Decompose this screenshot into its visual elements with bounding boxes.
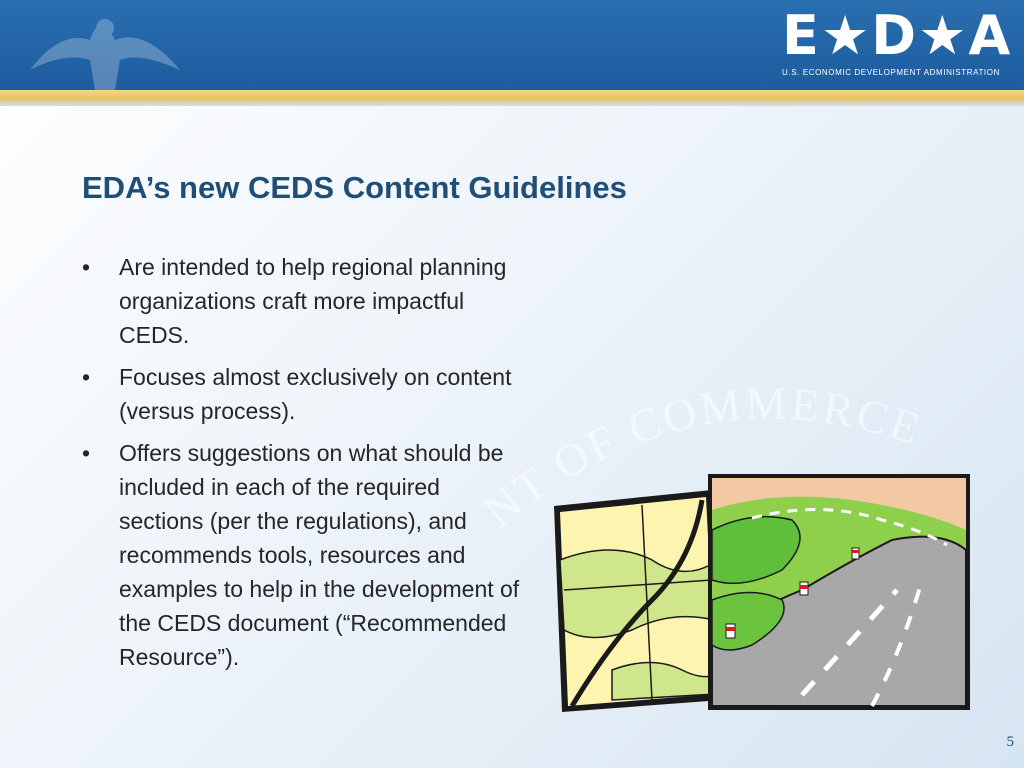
eda-logo	[782, 4, 1013, 82]
list-item	[82, 250, 522, 352]
list-item	[82, 436, 522, 674]
bullet-glyph: •	[82, 364, 91, 390]
bullet-text: Offers suggestions on what should be included in each of the required sections (per the regulations), and recommends tools, resources and examples to help in the development of the CEDS document (“Recommended Resource”).	[119, 440, 520, 670]
bullet-text: Focuses almost exclusively on content (versus process).	[119, 364, 512, 424]
bullet-glyph: •	[82, 440, 91, 466]
page-number: 5	[1006, 734, 1014, 750]
road-panel-icon	[708, 474, 970, 710]
header-stripe	[0, 90, 1024, 106]
bullet-text: Are intended to help regional planning organizations craft more impactful CEDS.	[119, 254, 507, 348]
slide-title: EDA’s new CEDS Content Guidelines	[82, 170, 627, 205]
eda-logo-text: E★D★A	[782, 4, 1013, 67]
map-panel-icon	[554, 490, 722, 712]
header-banner	[0, 0, 1024, 90]
bullet-list	[82, 250, 522, 682]
watermark-text: NT OF COMMERCE	[474, 377, 929, 538]
bullet-glyph: •	[82, 254, 91, 280]
eda-logo-subtitle: U.S. ECONOMIC DEVELOPMENT ADMINISTRATION	[782, 68, 1000, 77]
map-and-road-clipart-icon	[552, 470, 972, 712]
list-item	[82, 360, 522, 428]
eagle-seal-icon	[20, 0, 190, 90]
